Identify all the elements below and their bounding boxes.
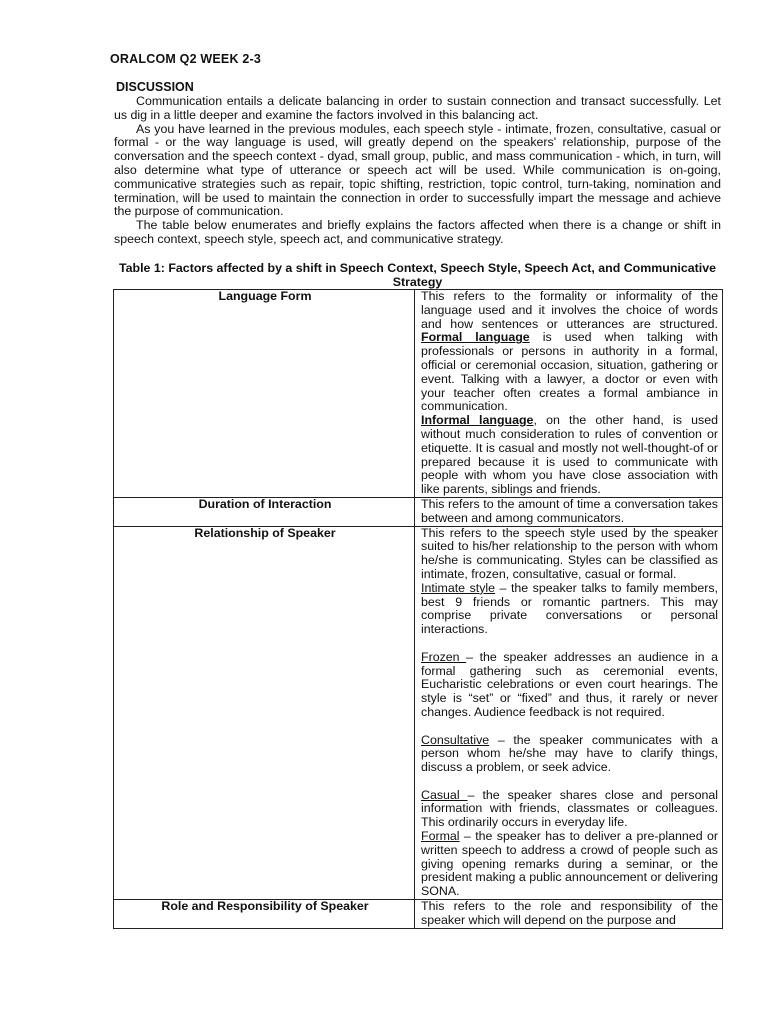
description-text: is used when talking with professionals or persons in authority in a formal, official or ceremonial occasion, situation, gathering or event. Talking with a lawyer, a doctor or even with your teacher often creates a formal ambiance in communication. [421, 330, 718, 414]
description-paragraph [421, 734, 718, 775]
description-paragraph [421, 830, 718, 899]
description-text: – the speaker addresses an audience in a formal gathering such as ceremonial events, Eucharistic celebrations or even court hearings. The style is “set” or “fixed” and thus, it rarely or never changes. Audience feedback is not required. [421, 649, 718, 719]
description-text: , on the other hand, is used without much consideration to rules of convention or etiquette. It is casual and mostly not well-thought-of or prepared because it is used to communicate with people with whom you have close association with like parents, siblings and friends. [421, 413, 719, 497]
table-row [114, 526, 723, 900]
term-formal: Formal [421, 829, 460, 844]
factors-table [113, 289, 723, 929]
term-casual: Casual [421, 787, 468, 802]
description-paragraph: This refers to the speech style used by the speaker suited to his/her relationship to the person with whom he/she is communicating. Styles can be classified as intimate, frozen, consultative, casual or formal. [421, 525, 718, 581]
spacer [421, 637, 718, 651]
spacer [421, 720, 718, 734]
term-intimate-style: Intimate style [421, 580, 496, 595]
term-consultative: Consultative [421, 732, 490, 747]
description-role-and-responsibility [415, 900, 723, 929]
term-formal-language: Formal language [421, 330, 530, 345]
description-text: – the speaker has to deliver a pre-planned or written speech to address a crowd of people such as giving opening remarks during a seminar, or the president making a public announcement or delivering SONA. [421, 829, 718, 899]
table-row [114, 900, 723, 929]
term-informal-language: Informal language [421, 413, 534, 428]
description-paragraph [421, 651, 718, 720]
description-text: – the speaker shares close and personal information with friends, classmates or colleagues. This ordinarily occurs in everyday life. [421, 787, 719, 830]
factor-relationship-of-speaker: Relationship of Speaker [114, 526, 415, 900]
description-relationship-of-speaker [415, 526, 723, 900]
table-row [114, 497, 723, 526]
discussion-paragraph: The table below enumerates and briefly explains the factors affected when there is a change or shift in speech context, speech style, speech act, and communicative strategy. [114, 218, 721, 246]
factor-duration-of-interaction: Duration of Interaction [114, 497, 415, 526]
description-duration-of-interaction [415, 497, 723, 526]
description-paragraph [421, 290, 718, 414]
discussion-body [114, 95, 721, 247]
description-text: This refers to the formality or informality of the language used and it involves the choice of words and how sentences or utterances are structured. [421, 289, 718, 331]
description-paragraph [421, 582, 718, 637]
discussion-heading: DISCUSSION [116, 80, 194, 94]
description-language-form [415, 290, 723, 498]
description-paragraph [421, 414, 718, 497]
description-paragraph [421, 789, 718, 830]
table-row [114, 290, 723, 498]
description-paragraph: This refers to the role and responsibility of the speaker which will depend on the purpose and [421, 899, 718, 927]
term-frozen: Frozen [421, 649, 467, 664]
discussion-paragraph: Communication entails a delicate balancing in order to sustain connection and transact successfully. Let us dig in a little deeper and examine the factors involved in this balancing act. [114, 94, 721, 122]
document-title: ORALCOM Q2 WEEK 2-3 [110, 52, 262, 66]
factor-role-and-responsibility: Role and Responsibility of Speaker [114, 900, 415, 929]
table-caption: Table 1: Factors affected by a shift in Speech Context, Speech Style, Speech Act, and Communicative Strategy [119, 261, 716, 289]
factor-language-form: Language Form [114, 290, 415, 498]
description-text: – the speaker talks to family members, best 9 friends or romantic partners. This may comprise private conversations or personal interactions. [421, 580, 719, 637]
discussion-paragraph: As you have learned in the previous modules, each speech style - intimate, frozen, consultative, casual or formal - or the way language is used, will greatly depend on the speakers' relationship, purpose of the conversation and the speech context - dyad, small group, public, and mass communication - which, in turn, will also determine what type of utterance or speech act will be used. While communication is on-going, communicative strategies such as repair, topic shifting, restriction, topic control, turn-taking, nomination and termination, will be used to maintain the connection in order to successfully impart the message and achieve the purpose of communication. [114, 121, 721, 219]
description-paragraph: This refers to the amount of time a conversation takes between and among communicators. [421, 496, 718, 525]
spacer [421, 775, 718, 789]
description-text: – the speaker communicates with a person whom he/she may have to clarify things, discuss a problem, or seek advice. [421, 732, 718, 775]
